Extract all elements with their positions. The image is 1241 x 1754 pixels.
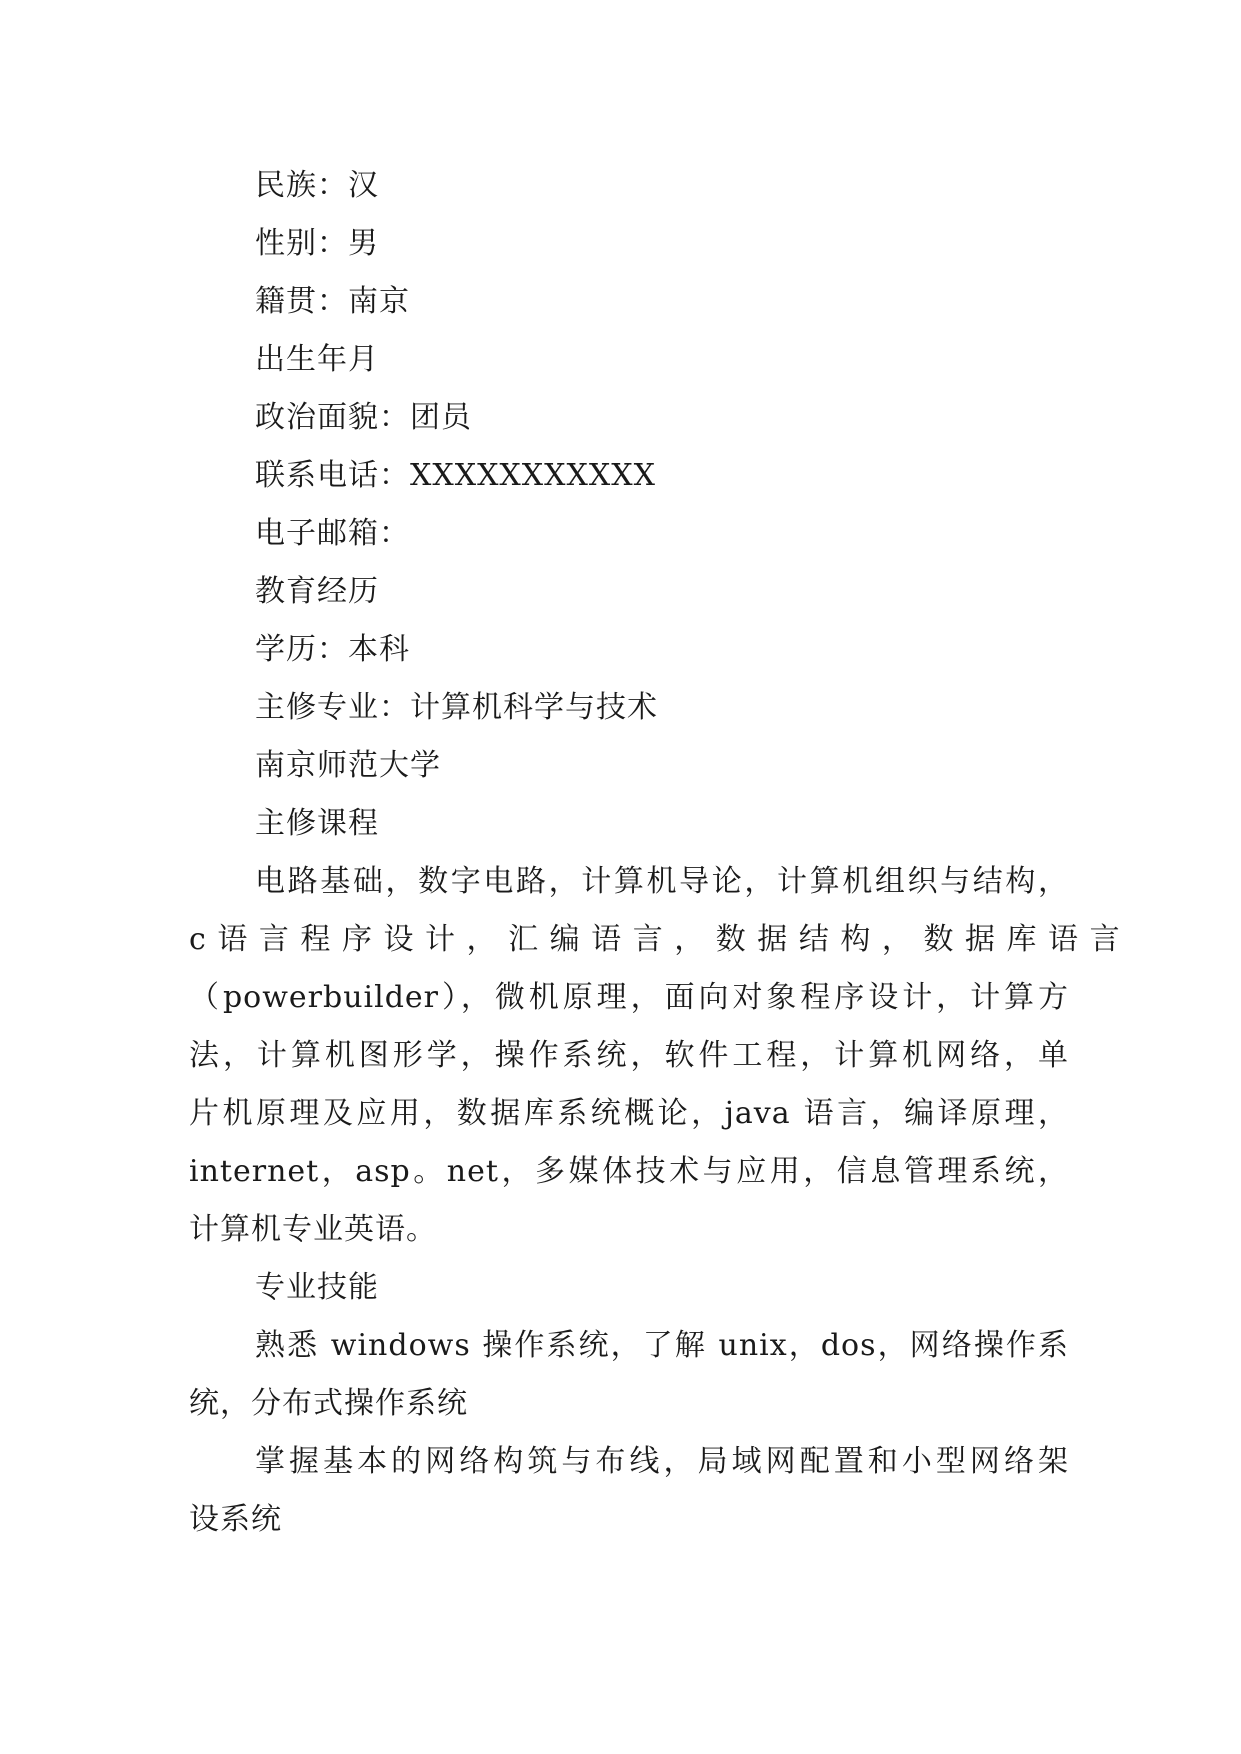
skills-line: 掌握基本的网络构筑与布线，局域网配置和小型网络架 [255, 1444, 1069, 1479]
courses-line: c 语 言 程 序 设 计 ， 汇 编 语 言 ， 数 据 结 构 ， 数 据 库 语 言 [189, 922, 1121, 957]
resume-content [189, 157, 1121, 1549]
political-status-line: 政治面貌：团员 [255, 400, 472, 435]
courses-line: 片机原理及应用，数据库系统概论，java 语言，编译原理， [189, 1096, 1069, 1131]
courses-line: （powerbuilder），微机原理，面向对象程序设计，计算方 [189, 980, 1069, 1015]
major-line: 主修专业：计算机科学与技术 [255, 690, 658, 725]
phone-line: 联系电话：XXXXXXXXXXX [255, 458, 656, 493]
courses-heading: 主修课程 [255, 806, 379, 841]
skills-line: 熟悉 windows 操作系统，了解 unix，dos，网络操作系 [255, 1328, 1069, 1363]
skills-paragraph-1 [189, 1317, 1069, 1433]
courses-line: 计算机专业英语。 [189, 1212, 437, 1247]
email-line: 电子邮箱： [255, 516, 410, 551]
school-line: 南京师范大学 [255, 748, 441, 783]
skills-paragraph-2 [189, 1433, 1069, 1549]
native-place-line: 籍贯：南京 [255, 284, 410, 319]
skills-line: 设系统 [189, 1502, 282, 1537]
skills-heading: 专业技能 [255, 1270, 379, 1305]
ethnicity-line: 民族：汉 [255, 168, 379, 203]
degree-line: 学历：本科 [255, 632, 410, 667]
courses-paragraph [189, 853, 1121, 1259]
skills-line: 统，分布式操作系统 [189, 1386, 468, 1421]
gender-line: 性别：男 [255, 226, 379, 261]
courses-line: 法，计算机图形学，操作系统，软件工程，计算机网络，单 [189, 1038, 1069, 1073]
birth-line: 出生年月 [255, 342, 379, 377]
education-heading: 教育经历 [255, 574, 379, 609]
courses-line: internet，asp。net，多媒体技术与应用，信息管理系统， [189, 1154, 1069, 1189]
courses-line: 电路基础，数字电路，计算机导论，计算机组织与结构， [255, 864, 1069, 899]
